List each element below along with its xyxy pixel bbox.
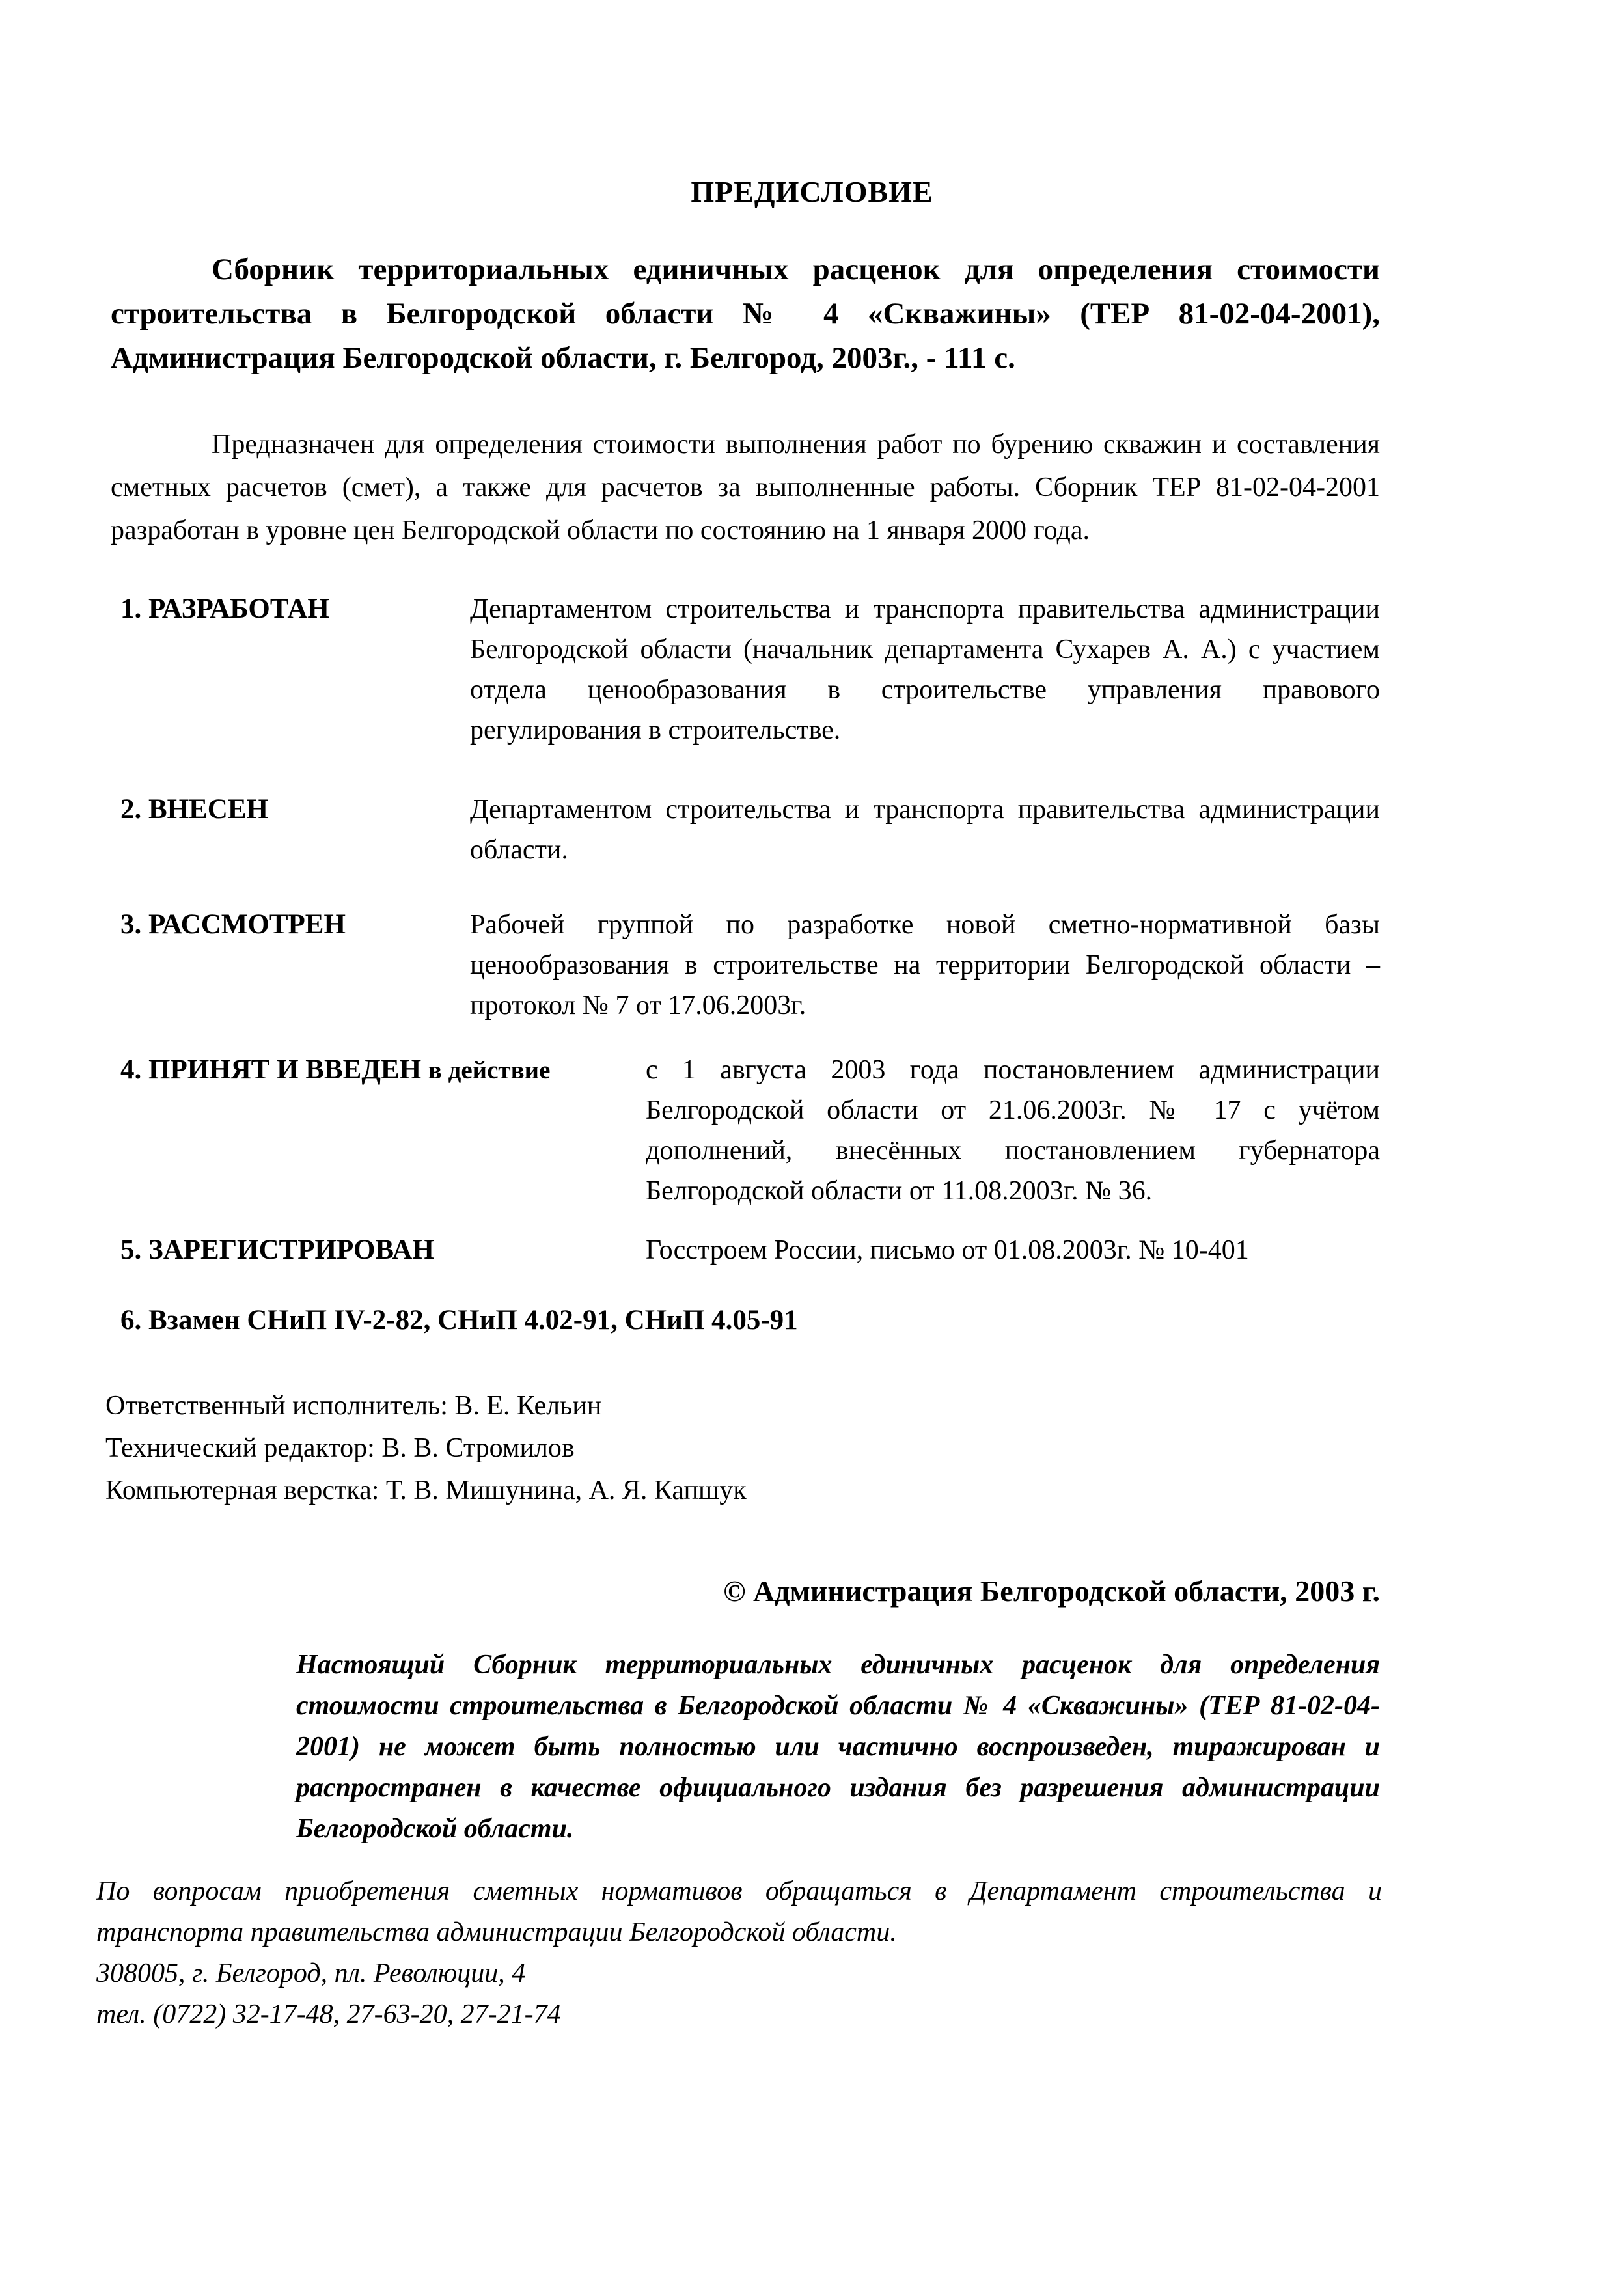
credit-editor: Технический редактор: В. В. Стромилов bbox=[105, 1433, 575, 1463]
credit-layout: Компьютерная верстка: Т. В. Мишунина, А. Я. Капшук bbox=[105, 1475, 747, 1505]
item-4-label-suffix: в действие bbox=[428, 1056, 551, 1084]
item-4-label bbox=[120, 1050, 550, 1091]
copyright-line: © Администрация Белгородской области, 2003 г. bbox=[723, 1574, 1380, 1608]
contact-phone: тел. (0722) 32-17-48, 27-63-20, 27-21-74 bbox=[96, 1999, 561, 2029]
page-title: ПРЕДИСЛОВИЕ bbox=[691, 175, 933, 208]
item-2-text: Департаментом строительства и транспорта правительства администрации области. bbox=[470, 795, 1380, 865]
item-5-label: 5. ЗАРЕГИСТРИРОВАН bbox=[120, 1235, 434, 1265]
item-4-text: с 1 августа 2003 года постановлением администрации Белгородской области от 21.06.2003г. № 17 с учётом дополнений, внесённых постановлением губернатора Белгородской области от 11.08.2003г. № 36. bbox=[646, 1055, 1380, 1206]
bibliographic-description: Сборник территориальных единичных расценок для определения стоимости строительства в Белгородской области № 4 «Скважины» (ТЕР 81-02-04-2001), Администрация Белгородской области, г. Белгород, 2003г., - 111 с. bbox=[111, 253, 1380, 375]
item-2-label: 2. ВНЕСЕН bbox=[120, 794, 268, 825]
item-4-label-main: 4. ПРИНЯТ И ВВЕДЕН bbox=[120, 1054, 422, 1085]
contact-text: По вопросам приобретения сметных нормативов обращаться в Департамент строительства и транспорта правительства администрации Белгородской области. bbox=[96, 1876, 1382, 1947]
purpose-paragraph: Предназначен для определения стоимости выполнения работ по бурению скважин и составления сметных расчетов (смет), а также для расчетов за выполненные работы. Сборник ТЕР 81-02-04-2001 разработан в уровне цен Белгородской области по состоянию на 1 января 2000 года. bbox=[111, 430, 1380, 545]
contact-address: 308005, г. Белгород, пл. Революции, 4 bbox=[96, 1958, 526, 1988]
copyright-notice: Настоящий Сборник территориальных единичных расценок для определения стоимости строительства в Белгородской области № 4 «Скважины» (ТЕР 81-02-04-2001) не может быть полностью или частично воспроизведен, тиражирован и распространен в качестве официального издания без разрешения администрации Белгородской области. bbox=[296, 1650, 1380, 1844]
item-3-label: 3. РАССМОТРЕН bbox=[120, 909, 346, 940]
item-5-text: Госстроем России, письмо от 01.08.2003г. № 10-401 bbox=[646, 1235, 1249, 1265]
item-1-label: 1. РАЗРАБОТАН bbox=[120, 594, 329, 624]
contact-block bbox=[96, 1871, 1382, 2035]
credits-block bbox=[105, 1385, 747, 1512]
item-6-label: 6. Взамен СНиП IV-2-82, СНиП 4.02-91, СНиП 4.05-91 bbox=[120, 1305, 798, 1336]
credit-responsible: Ответственный исполнитель: В. Е. Кельин bbox=[105, 1391, 602, 1421]
item-1-text: Департаментом строительства и транспорта правительства администрации Белгородской области (начальник департамента Сухарев А. А.) с участием отдела ценообразования в строительстве управления правового регулирования в строительстве. bbox=[470, 594, 1380, 745]
item-3-text: Рабочей группой по разработке новой сметно-нормативной базы ценообразования в строительстве на территории Белгородской области – протокол № 7 от 17.06.2003г. bbox=[470, 910, 1380, 1021]
